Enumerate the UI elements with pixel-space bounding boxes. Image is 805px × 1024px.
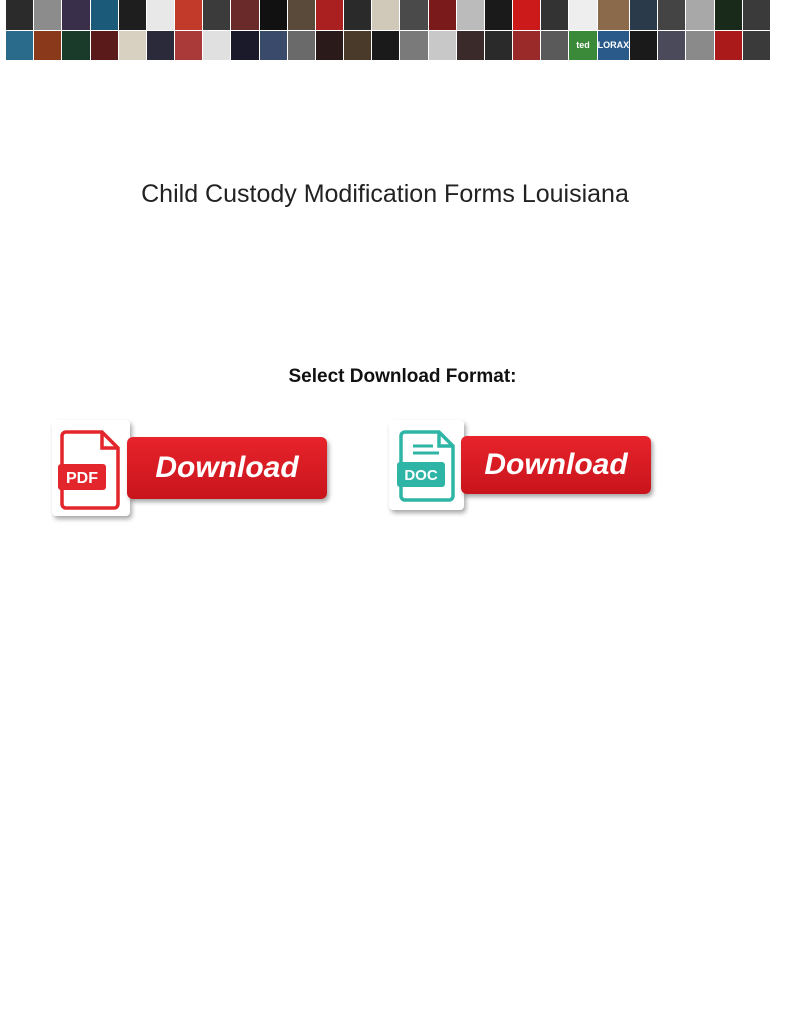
book-cover-tile [715, 31, 742, 61]
pdf-download-button[interactable] [127, 437, 327, 499]
doc-download-link[interactable] [389, 420, 653, 512]
book-cover-tile [119, 0, 146, 30]
book-cover-tile [400, 0, 427, 30]
book-cover-tile [260, 31, 287, 61]
book-cover-tile [62, 31, 89, 61]
book-cover-tile [231, 31, 258, 61]
pdf-file-card [52, 420, 130, 516]
book-cover-tile [569, 0, 596, 30]
doc-download-button[interactable] [461, 436, 651, 494]
book-cover-tile [743, 0, 770, 30]
book-cover-tile [372, 0, 399, 30]
book-cover-tile [34, 0, 61, 30]
book-cover-tile [715, 0, 742, 30]
book-cover-tile [743, 31, 770, 61]
book-cover-tile [147, 0, 174, 30]
book-cover-tile [513, 31, 540, 61]
doc-file-icon [389, 420, 464, 510]
book-cover-tile [686, 0, 713, 30]
doc-download-label: Download [484, 448, 628, 481]
book-cover-tile [429, 0, 456, 30]
pdf-download-link[interactable] [52, 420, 327, 518]
book-cover-tile [316, 31, 343, 61]
book-cover-tile [400, 31, 427, 61]
book-cover-tile [344, 0, 371, 30]
book-cover-tile: ted [569, 31, 596, 61]
book-cover-tile [203, 31, 230, 61]
book-cover-tile [372, 31, 399, 61]
book-cover-tile [457, 31, 484, 61]
book-cover-tile [119, 31, 146, 61]
book-cover-tile [485, 0, 512, 30]
book-cover-tile [175, 0, 202, 30]
book-cover-tile [91, 31, 118, 61]
book-cover-tile [62, 0, 89, 30]
book-cover-tile [658, 31, 685, 61]
book-cover-tile: LORAX [598, 31, 630, 61]
pdf-file-icon [52, 420, 130, 516]
book-cover-tile [344, 31, 371, 61]
book-cover-tile [630, 31, 657, 61]
book-cover-tile [598, 0, 630, 30]
book-cover-tile [231, 0, 258, 30]
book-cover-tile [541, 0, 568, 30]
book-cover-tile [658, 0, 685, 30]
pdf-format-text: PDF [66, 470, 98, 487]
doc-format-text: DOC [404, 467, 438, 484]
book-cover-tile [6, 0, 33, 30]
book-cover-tile [541, 31, 568, 61]
book-cover-tile [147, 31, 174, 61]
book-cover-tile [6, 31, 33, 61]
book-cover-tile [457, 0, 484, 30]
pdf-download-label: Download [155, 451, 299, 484]
book-cover-tile [203, 0, 230, 30]
book-cover-tile [630, 0, 657, 30]
book-cover-tile [513, 0, 540, 30]
book-cover-tile [316, 0, 343, 30]
book-cover-banner [6, 0, 770, 60]
book-cover-tile [686, 31, 713, 61]
select-format-label: Select Download Format: [288, 366, 517, 387]
book-cover-tile [288, 31, 315, 61]
book-cover-tile [175, 31, 202, 61]
doc-file-card [389, 420, 464, 510]
book-cover-tile [485, 31, 512, 61]
book-cover-tile [91, 0, 118, 30]
book-cover-tile [260, 0, 287, 30]
page-title: Child Custody Modification Forms Louisiana [141, 180, 629, 208]
book-cover-tile [429, 31, 456, 61]
book-cover-tile [288, 0, 315, 30]
book-cover-tile [34, 31, 61, 61]
